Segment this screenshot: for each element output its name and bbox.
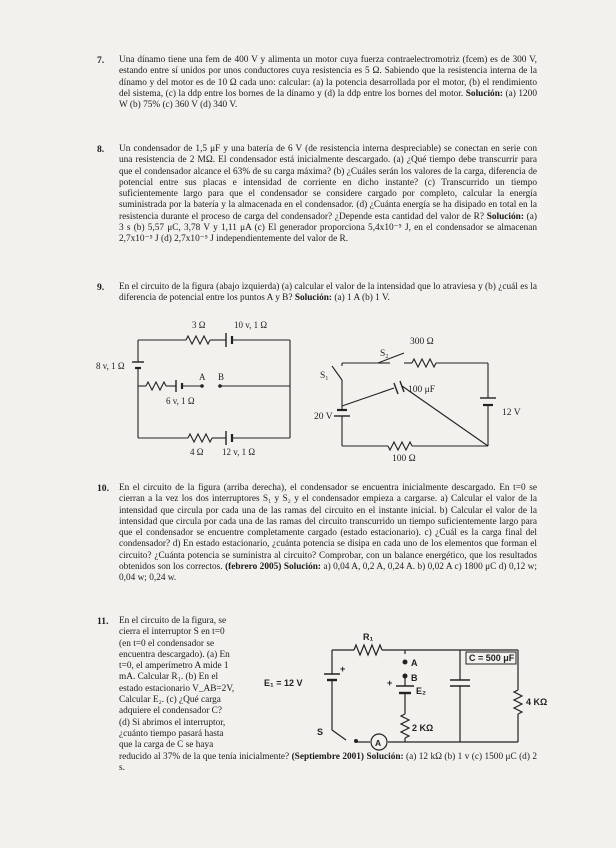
problem-11-number: 11.: [97, 616, 109, 627]
problem-7: [119, 55, 537, 111]
problem-11-line: ¿cuánto tiempo pasará hasta: [119, 728, 224, 739]
problem-9-text: En el circuito de la figura (abajo izquierda) (a) calcular el valor de la intensidad que lo atraviesa y (b) ¿cuál es la diferencia de potencial entre los puntos A y B?: [119, 282, 537, 304]
problem-8: [119, 144, 537, 246]
circuit-10-capacitor: 100 μF: [408, 385, 436, 395]
circuit-11-capacitor: C = 500 μF: [469, 653, 515, 663]
circuit-11-point-a: A: [411, 658, 418, 668]
problem-11-line: Calcular E₂. (c) ¿Qué carga: [119, 695, 221, 706]
circuit-11-ammeter: A: [375, 738, 382, 748]
problem-8-text: Un condensador de 1,5 μF y una batería de 6 V (de resistencia interna despreciable) se conectan en serie con una resistencia de 2 MΩ. El condensador está inicialmente descargado. (a) ¿Qué tiempo debe transcurrir para que el condensador alcance el 63% de su carga máxima? (b) ¿Cuáles serán los valores de la carga, diferencia de potencial entre sus placas e intensidad de corriente en dicho instante? (c) Transcurrido un tiempo suficientemente largo para que el condensador se considere cargado por completo, calcular la energía suministrada por la batería y la almacenada en el condensador. (d) ¿Cuánta energía se ha disipado en total en la resistencia durante el proceso de carga del condensador? ¿Depende esta cantidad del valor de R?: [119, 144, 537, 222]
problem-8-solution: (a) 3 s (b) 5,57 μC, 3,78 V y 1,11 μA (c) El generador proporciona 5,4x10⁻⁵ J, en el condensador se almacenan 2,7x10⁻⁵ J (d) 2,7x10⁻⁵ J independientemente del valor de R.: [119, 211, 537, 245]
problem-11-line: estado estacionario V_AB=2V,: [119, 683, 235, 694]
problem-9-solution: (a) 1 A (b) 1 V.: [334, 293, 390, 304]
problem-11-line: adquiere el condensador C?: [119, 706, 222, 717]
problem-11-line: t=0, el amperímetro A mide 1: [119, 661, 229, 672]
problem-11-line: (en t=0 el condensador se: [119, 638, 215, 649]
circuit-11-plus1: +: [340, 664, 346, 674]
problem-8-solution-label: Solución:: [486, 211, 524, 222]
circuit-11-point-b: B: [411, 673, 418, 683]
circuit-9-b-mid: 6 v, 1 Ω: [166, 396, 195, 406]
circuit-11-r4: 4 KΩ: [526, 697, 548, 707]
circuit-11-plus2: +: [387, 678, 393, 688]
circuit-9-point-b: B: [218, 372, 225, 382]
circuit-11-switch: S: [317, 727, 324, 737]
circuit-9-r-top: 3 Ω: [192, 320, 206, 330]
circuit-11-r2: 2 KΩ: [412, 723, 434, 733]
problem-11-line: (d) Si abrimos el interruptor,: [119, 717, 226, 728]
circuit-10-diagram: [312, 328, 542, 463]
problem-9-solution-label: Solución:: [294, 293, 333, 304]
problem-8-number: 8.: [97, 144, 105, 155]
problem-11-text-tail: reducido al 37% de la que tenía inicialmente?: [119, 752, 290, 762]
circuit-11-e2: E₂: [416, 686, 427, 696]
problem-10: [119, 483, 537, 585]
circuit-11-e1: E₁ = 12 V: [264, 678, 303, 688]
circuit-11-diagram: [262, 628, 562, 756]
circuit-9-b-left: 8 v, 1 Ω: [96, 361, 125, 371]
problem-7-text: Una dínamo tiene una fem de 400 V y alimenta un motor cuya fuerza contraelectromotriz (fcem) es de 300 V, estando entre sí unidos por unos conductores cuya resistencia es 5 Ω. Sabiendo que la resistencia interna de la dínamo y del motor es de 10 Ω cada uno: calcular: (a) la potencia desarrollada por el motor, (b) el rendimiento del sistema, (c) la ddp entre los bornes de la dínamo y (d) la ddp entre los bornes del motor.: [119, 55, 537, 99]
circuit-9-b-top: 10 v, 1 Ω: [234, 320, 268, 330]
circuit-9-point-a: A: [199, 372, 206, 382]
problem-11-solution-label: Solución:: [366, 752, 404, 762]
problem-9: [119, 282, 537, 305]
circuit-11-r1: R₁: [363, 632, 374, 642]
problem-11-solution: (a) 12 kΩ (b) 1 v (c) 1500 μC (d) 2 s.: [119, 752, 537, 774]
problem-9-number: 9.: [97, 282, 105, 293]
problem-11-column: [119, 616, 279, 752]
problem-11-line: que la carga de C se haya: [119, 740, 214, 751]
problem-10-text: En el circuito de la figura (arriba derecha), el condensador se encuentra inicialmente descargado. En t=0 se cierran a la vez los dos interruptores S₁ y S₂ y el condensador empieza a cargarse. a) Calcular el valor de la intensidad que circula por cada una de las ramas del circuito en el instante inicial. b) Calcular el valor de la intensidad que circula por cada una de las ramas del circuito transcurrido un tiempo suficientemente largo para que el condensador se encuentre completamente cargado (estado estacionario). c) ¿Cuál es la carga final del condensador? d) En estado estacionario, ¿cuánta potencia se disipa en cada uno de los elementos que forman el circuito? ¿Cuánta potencia se suministra al circuito? Comprobar, con un balance energético, que los resultados obtenidos son los correctos.: [119, 483, 537, 573]
circuit-10-r-bottom: 100 Ω: [392, 454, 416, 463]
problem-7-number: 7.: [97, 55, 105, 66]
circuit-9-b-bottom: 12 v, 1 Ω: [222, 447, 256, 457]
circuit-10-source-right: 12 V: [502, 408, 521, 418]
problem-11-source: (Septiembre 2001): [291, 752, 365, 762]
problem-7-solution: (a) 1200 W (b) 75% (c) 360 V (d) 340 V.: [119, 88, 537, 111]
circuit-9-diagram: [92, 312, 302, 462]
circuit-10-r-top: 300 Ω: [410, 337, 434, 347]
circuit-10-switch-1: S₁: [320, 371, 329, 381]
problem-11-line: En el circuito de la figura, se: [119, 616, 227, 626]
problem-10-solution-label: Solución:: [283, 562, 322, 573]
circuit-10-switch-2: S₂: [380, 349, 389, 359]
problem-11-line: mA. Calcular R₁. (b) En el: [119, 672, 219, 683]
problem-10-source: (febrero 2005): [225, 562, 282, 573]
problem-10-number: 10.: [97, 483, 109, 494]
problem-7-solution-label: Solución:: [465, 88, 503, 99]
circuit-10-source-left: 20 V: [314, 412, 333, 422]
problem-11-line: encuentra descargado). (a) En: [119, 649, 230, 660]
problem-10-solution: a) 0,04 A, 0,2 A, 0,24 A. b) 0,02 A c) 1800 μC d) 0,12 w; 0,04 w; 0,24 w.: [119, 562, 537, 584]
circuit-9-r-bottom: 4 Ω: [190, 447, 204, 457]
problem-11-line: cierra el interruptor S en t=0: [119, 627, 225, 638]
